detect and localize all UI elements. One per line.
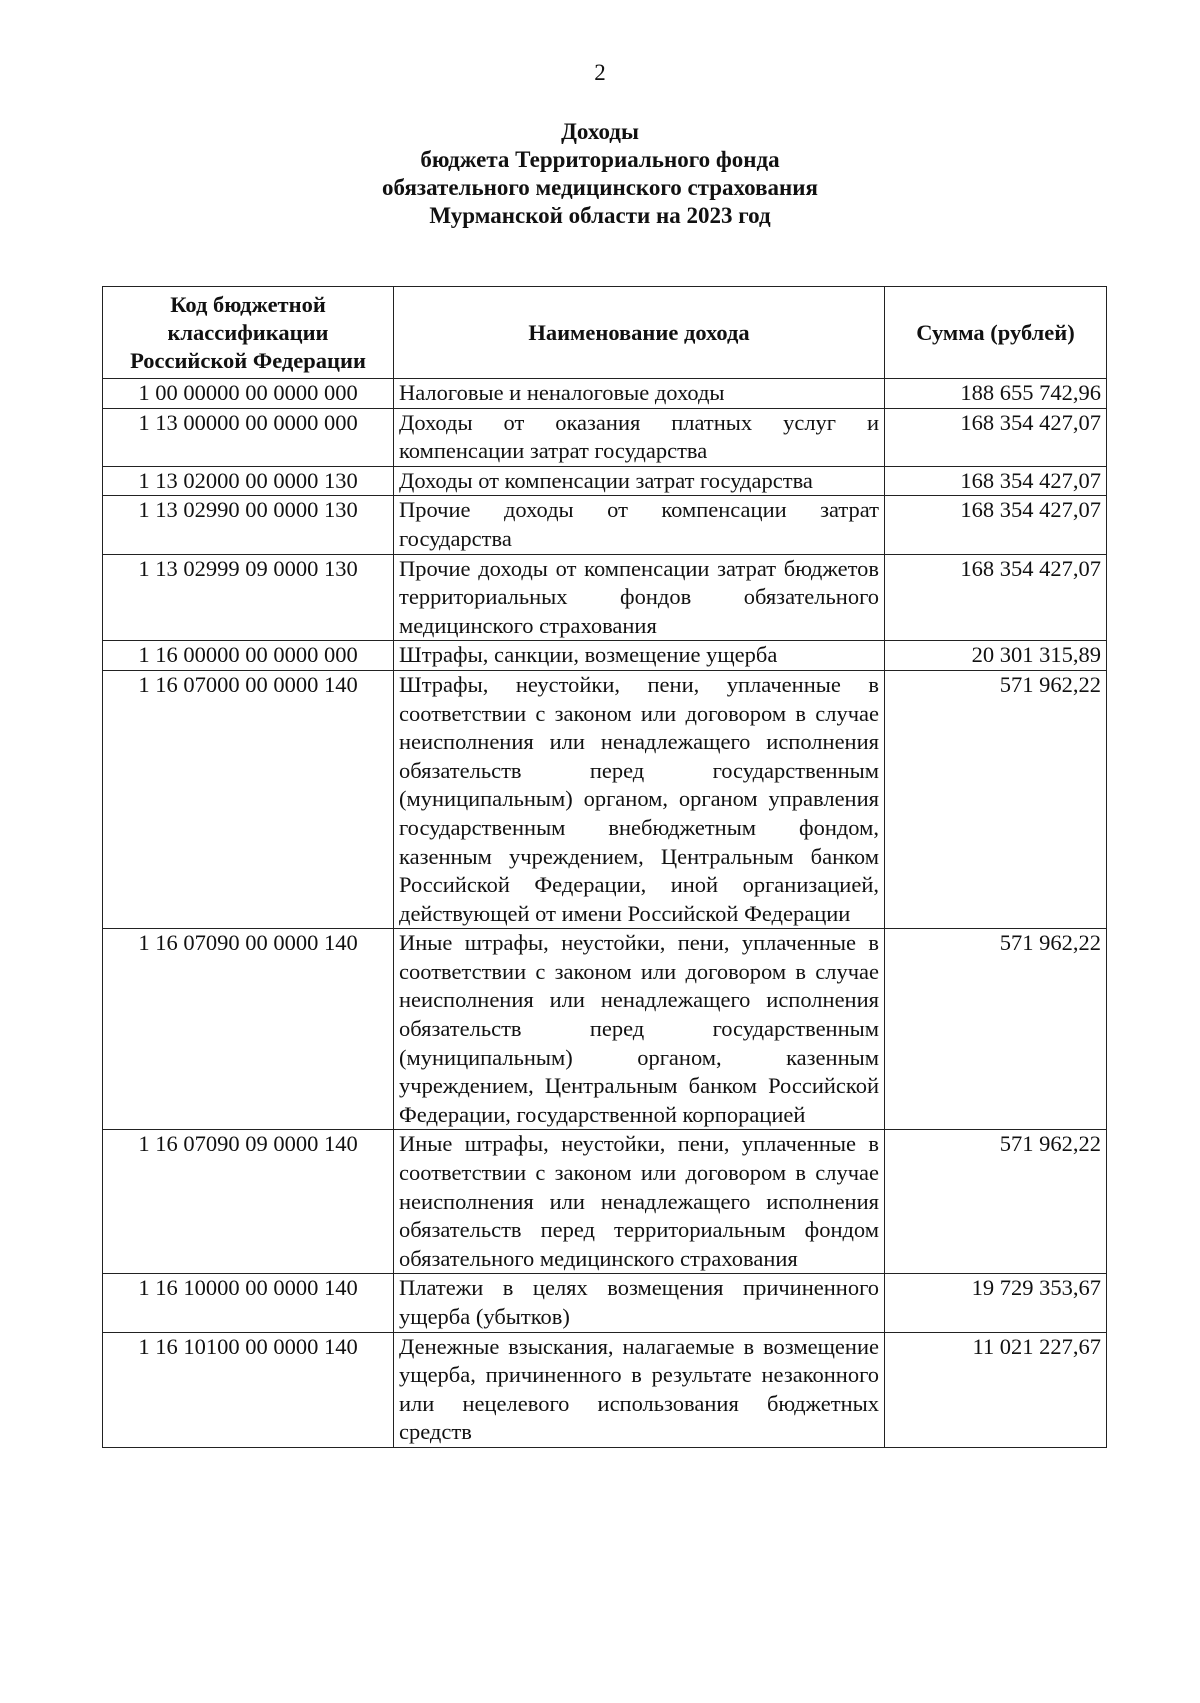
page-number: 2 — [594, 60, 606, 85]
table-header-row — [103, 287, 1107, 379]
table-row — [103, 641, 1107, 671]
table-row — [103, 1130, 1107, 1274]
code-cell: 1 16 00000 00 0000 000 — [103, 641, 394, 671]
table-row — [103, 929, 1107, 1130]
code-cell: 1 16 10000 00 0000 140 — [103, 1274, 394, 1332]
code-cell: 1 16 07000 00 0000 140 — [103, 670, 394, 928]
code-cell: 1 13 00000 00 0000 000 — [103, 408, 394, 466]
document-title — [0, 118, 1200, 230]
amount-cell: 11 021 227,67 — [885, 1332, 1107, 1447]
amount-cell: 168 354 427,07 — [885, 466, 1107, 496]
code-cell: 1 16 10100 00 0000 140 — [103, 1332, 394, 1447]
code-cell: 1 13 02990 00 0000 130 — [103, 496, 394, 554]
amount-cell: 168 354 427,07 — [885, 408, 1107, 466]
income-table — [102, 286, 1107, 1448]
amount-cell: 19 729 353,67 — [885, 1274, 1107, 1332]
name-cell: Платежи в целях возмещения причиненного ущерба (убытков) — [394, 1274, 885, 1332]
amount-cell: 168 354 427,07 — [885, 496, 1107, 554]
table-row — [103, 379, 1107, 409]
title-line-4: Мурманской области на 2023 год — [429, 203, 771, 228]
amount-cell: 20 301 315,89 — [885, 641, 1107, 671]
table-row — [103, 670, 1107, 928]
code-cell: 1 16 07090 00 0000 140 — [103, 929, 394, 1130]
name-cell: Иные штрафы, неустойки, пени, уплаченные в соответствии с законом или договором в случае неисполнения или ненадлежащего исполнения обязательств перед государственным (муниципальным) органом, казенным учреждением, Центральным банком Российской Федерации, государственной корпорацией — [394, 929, 885, 1130]
header-code: Код бюджетной классификации Российской Федерации — [103, 287, 394, 379]
amount-cell: 571 962,22 — [885, 1130, 1107, 1274]
amount-cell: 188 655 742,96 — [885, 379, 1107, 409]
table-row — [103, 1332, 1107, 1447]
code-cell: 1 00 00000 00 0000 000 — [103, 379, 394, 409]
title-line-3: обязательного медицинского страхования — [382, 175, 818, 200]
name-cell: Доходы от компенсации затрат государства — [394, 466, 885, 496]
name-cell: Денежные взыскания, налагаемые в возмещение ущерба, причиненного в результате незаконного или нецелевого использования бюджетных средств — [394, 1332, 885, 1447]
header-amount: Сумма (рублей) — [885, 287, 1107, 379]
name-cell: Прочие доходы от компенсации затрат государства — [394, 496, 885, 554]
title-line-2: бюджета Территориального фонда — [420, 147, 780, 172]
table-row — [103, 496, 1107, 554]
name-cell: Налоговые и неналоговые доходы — [394, 379, 885, 409]
table-body — [103, 379, 1107, 1448]
table-row — [103, 554, 1107, 641]
name-cell: Штрафы, неустойки, пени, уплаченные в соответствии с законом или договором в случае неисполнения или ненадлежащего исполнения обязательств перед государственным (муниципальным) органом, органом управления государственным внебюджетным фондом, казенным учреждением, Центральным банком Российской Федерации, иной организацией, действующей от имени Российской Федерации — [394, 670, 885, 928]
header-name: Наименование дохода — [394, 287, 885, 379]
name-cell: Доходы от оказания платных услуг и компенсации затрат государства — [394, 408, 885, 466]
name-cell: Прочие доходы от компенсации затрат бюджетов территориальных фондов обязательного медицинского страхования — [394, 554, 885, 641]
code-cell: 1 13 02000 00 0000 130 — [103, 466, 394, 496]
name-cell: Штрафы, санкции, возмещение ущерба — [394, 641, 885, 671]
table-row — [103, 408, 1107, 466]
amount-cell: 571 962,22 — [885, 670, 1107, 928]
table-row — [103, 1274, 1107, 1332]
code-cell: 1 16 07090 09 0000 140 — [103, 1130, 394, 1274]
table-row — [103, 466, 1107, 496]
amount-cell: 571 962,22 — [885, 929, 1107, 1130]
title-line-1: Доходы — [561, 119, 639, 144]
code-cell: 1 13 02999 09 0000 130 — [103, 554, 394, 641]
name-cell: Иные штрафы, неустойки, пени, уплаченные в соответствии с законом или договором в случае неисполнения или ненадлежащего исполнения обязательств перед территориальным фондом обязательного медицинского страхования — [394, 1130, 885, 1274]
amount-cell: 168 354 427,07 — [885, 554, 1107, 641]
